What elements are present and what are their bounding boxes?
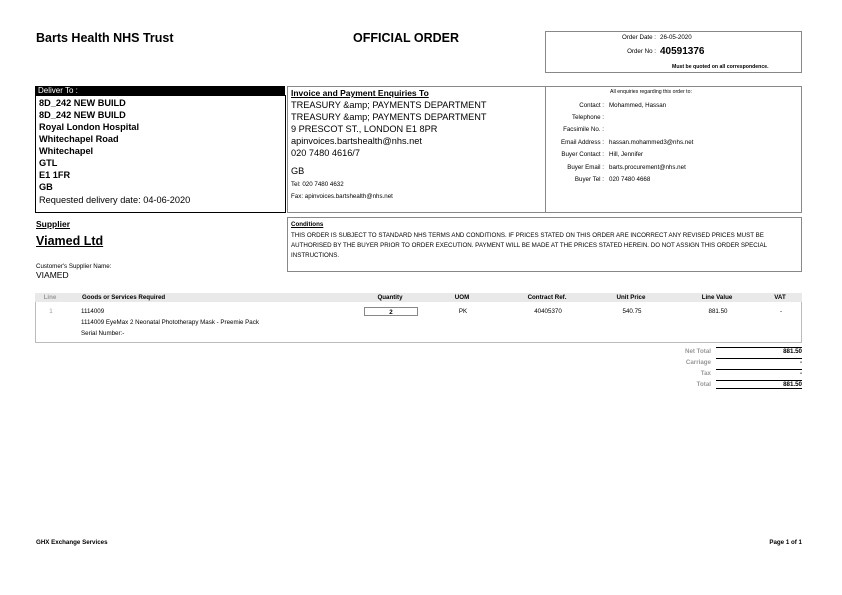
buyer-contact-value: Hill, Jennifer [609, 151, 644, 158]
invoice-line: 9 PRESCOT ST., LONDON E1 8PR [291, 124, 438, 134]
row-serial: Serial Number:- [81, 330, 125, 337]
contact-value: Mohammed, Hassan [609, 102, 667, 109]
deliver-box [35, 95, 286, 213]
deliver-heading: Deliver To : [35, 86, 285, 95]
order-date: 26-05-2020 [660, 34, 692, 41]
invoice-email: apinvoices.bartshealth@nhs.net [291, 136, 422, 146]
customer-supplier-value: VIAMED [36, 270, 69, 280]
deliver-line: Whitechapel [39, 146, 94, 156]
row-line-value: 881.50 [708, 308, 728, 315]
order-no-label: Order No : [627, 48, 656, 55]
enquiries-box [545, 86, 802, 213]
footer-left: GHX Exchange Services [36, 539, 108, 546]
row-unit-price: 540.75 [622, 308, 642, 315]
invoice-fax: Fax: apinvoices.bartshealth@nhs.net [291, 193, 393, 200]
header-goods: Goods or Services Required [82, 294, 166, 301]
row-contract-ref: 40405370 [534, 308, 562, 315]
total-value: 881.50 [716, 380, 802, 389]
invoice-tel: Tel: 020 7480 4632 [291, 181, 344, 188]
header-unit-price: Unit Price [616, 294, 646, 301]
row-line-number: 1 [49, 308, 53, 315]
carriage-label: Carriage [685, 359, 711, 366]
carriage-value: - [716, 358, 802, 366]
order-info-box [545, 31, 802, 73]
header-line-value: Line Value [701, 294, 733, 301]
buyer-email-value: barts.procurement@nhs.net [609, 164, 686, 171]
document-title: OFFICIAL ORDER [353, 31, 460, 45]
order-number: 40591376 [660, 46, 705, 57]
requested-delivery-label: Requested delivery date: [39, 195, 141, 205]
telephone-label: Telephone : [572, 114, 604, 121]
deliver-line: 8D_242 NEW BUILD [39, 98, 126, 108]
deliver-line: Royal London Hospital [39, 122, 140, 132]
header-contract-ref: Contract Ref. [527, 294, 567, 301]
row-code: 1114009 [81, 308, 105, 315]
enquiries-heading: All enquiries regarding this order to: [610, 89, 692, 95]
fax-label: Facsimile No. : [563, 126, 604, 133]
header-quantity: Quantity [377, 294, 403, 301]
row-vat: - [779, 308, 783, 315]
conditions-heading: Conditions [291, 221, 324, 228]
trust-name: Barts Health NHS Trust [36, 31, 174, 45]
order-date-label: Order Date : [621, 34, 656, 41]
requested-delivery [39, 195, 190, 205]
total-label: Total [696, 381, 711, 388]
table-header [35, 293, 802, 302]
invoice-line: TREASURY &amp; PAYMENTS DEPARTMENT [291, 112, 487, 122]
supplier-name: Viamed Ltd [36, 234, 104, 248]
deliver-line: GTL [39, 158, 58, 168]
invoice-box [287, 86, 546, 213]
net-total-label: Net Total [684, 348, 711, 355]
customer-supplier-label: Customer's Supplier Name: [36, 263, 112, 270]
email-label: Email Address : [561, 139, 604, 146]
header-vat: VAT [774, 294, 786, 301]
invoice-phone: 020 7480 4616/7 [291, 148, 360, 158]
contact-label: Contact : [579, 102, 604, 109]
buyer-contact-label: Buyer Contact : [561, 151, 604, 158]
conditions-box [287, 217, 802, 272]
conditions-text: THIS ORDER IS SUBJECT TO STANDARD NHS TERMS AND CONDITIONS. IF PRICES STATED ON THIS ORDER ARE INCORRECT ANY REVISED PRICES MUST BE AUTHORISED BY THE BUYER PRIOR TO ORDER EXECUTION. PAYMENT WILL BE MADE AT THE PRICES STATED HEREIN. DO NOT ASSIGN THIS ORDER SPECIAL INSTRUCTIONS. [291, 232, 767, 259]
row-description: 1114009 EyeMax 2 Neonatal Phototherapy Mask - Preemie Pack [81, 319, 259, 326]
net-total-value: 881.50 [716, 347, 802, 355]
buyer-tel-label: Buyer Tel : [574, 176, 604, 183]
header-line: Line [43, 294, 57, 301]
requested-delivery-date: 04-06-2020 [143, 195, 191, 205]
buyer-tel-value: 020 7480 4668 [609, 176, 651, 183]
row-quantity: 2 [364, 307, 418, 316]
buyer-email-label: Buyer Email : [567, 164, 604, 171]
invoice-line: TREASURY &amp; PAYMENTS DEPARTMENT [291, 100, 487, 110]
tax-label: Tax [700, 370, 711, 377]
deliver-line: 8D_242 NEW BUILD [39, 110, 126, 120]
header-uom: UOM [454, 294, 470, 301]
page-number: Page 1 of 1 [769, 539, 802, 546]
deliver-line: GB [39, 182, 53, 192]
tax-value: - [716, 369, 802, 377]
invoice-heading: Invoice and Payment Enquiries To [291, 88, 429, 98]
deliver-line: Whitechapel Road [39, 134, 119, 144]
email-value: hassan.mohammed3@nhs.net [609, 139, 694, 146]
table-row [35, 302, 802, 343]
quote-note: Must be quoted on all correspondence. [672, 64, 769, 70]
supplier-heading: Supplier [36, 219, 71, 229]
invoice-country: GB [291, 166, 305, 176]
deliver-line: E1 1FR [39, 170, 71, 180]
row-uom: PK [458, 308, 468, 315]
